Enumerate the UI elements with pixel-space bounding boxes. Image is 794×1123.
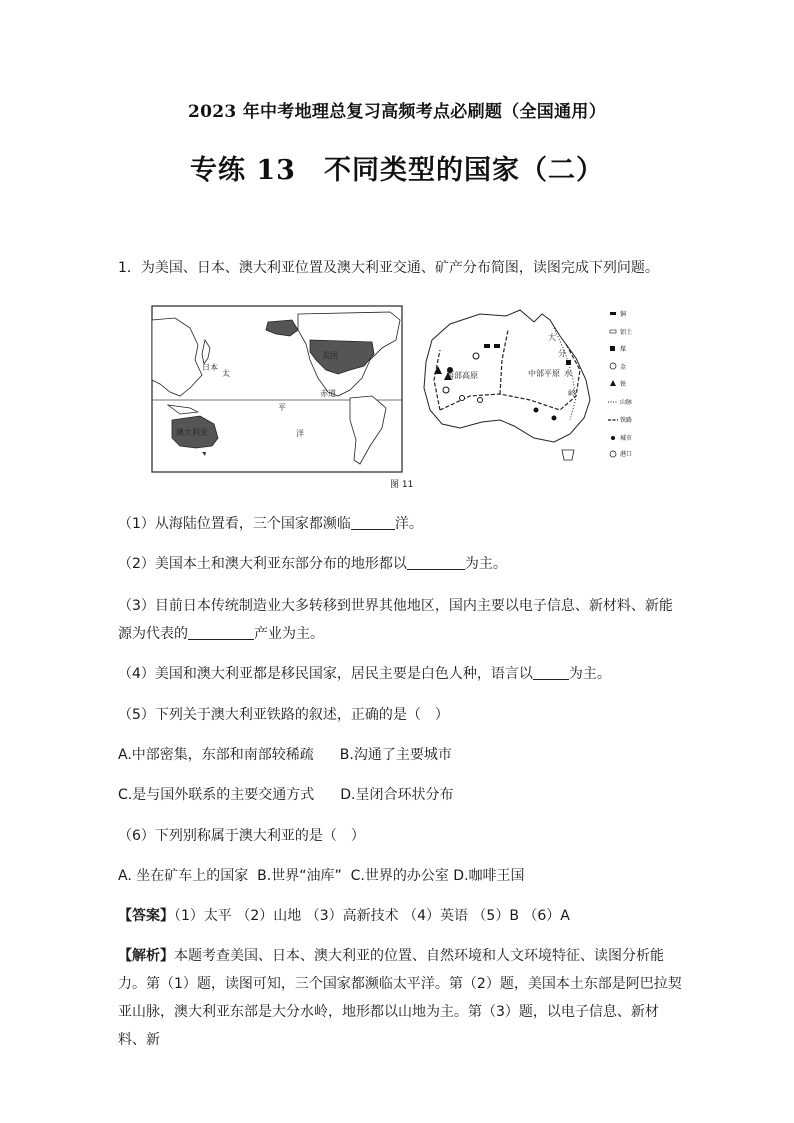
option-a[interactable]: A.中部密集，东部和南部较稀疏 xyxy=(118,747,314,763)
sub-question-1: （1）从海陆位置看，三个国家都濒临 洋。 xyxy=(118,510,683,538)
question-figure xyxy=(150,300,640,495)
analysis-block xyxy=(118,942,683,1054)
document-subtitle: 2023 年中考地理总复习高频考点必刷题（全国通用） xyxy=(187,102,607,122)
sub-question-5-options-ab xyxy=(118,741,683,769)
answer-blank[interactable] xyxy=(407,553,465,570)
world-map-label-ocean-2: 平 xyxy=(278,403,286,412)
world-map-label-ocean-3: 洋 xyxy=(296,429,304,438)
aus-map-label-divide-2: 分 xyxy=(558,349,566,358)
aus-map-label-divide-1: 大 xyxy=(548,333,556,342)
world-map-label-ocean-1: 太 xyxy=(222,369,230,378)
world-map-label-equator: 赤道 xyxy=(320,389,336,398)
option-d[interactable]: D.呈闭合环状分布 xyxy=(340,787,454,803)
legend-port: 港口 xyxy=(620,451,633,458)
sub-question-5-options-cd xyxy=(118,781,683,809)
question-intro: 1．为美国、日本、澳大利亚位置及澳大利亚交通、矿产分布简图，读图完成下列问题。 xyxy=(118,260,659,276)
answer-text: （1）太平 （2）山地 （3）高新技术 （4）英语 （5）B （6）A xyxy=(174,908,570,924)
sub-question-3: （3）目前日本传统制造业大多转移到世界其他地区，国内主要以电子信息、新材料、新能 源为代表的 产业为主。 xyxy=(118,598,673,642)
legend-copper: 铜 xyxy=(620,311,627,318)
world-map xyxy=(152,306,402,472)
aus-map-label-divide-3: 水 xyxy=(564,369,572,378)
map-legend xyxy=(608,310,632,458)
legend-mountain: 山脉 xyxy=(620,399,633,406)
answer-blank[interactable] xyxy=(533,663,569,680)
figure-caption: 图 11 xyxy=(390,480,414,490)
aus-map-label-west-plateau: 西部高原 xyxy=(446,371,478,380)
legend-gold: 金 xyxy=(620,364,627,371)
world-map-label-japan: 日本 xyxy=(202,363,218,372)
option-a[interactable]: A. 坐在矿车上的国家 xyxy=(118,868,249,884)
legend-railway: 铁路 xyxy=(620,417,633,424)
sub-question-2: （2）美国本土和澳大利亚东部分布的地形都以 为主。 xyxy=(118,550,683,578)
document-title: 专练 13 不同类型的国家（二） xyxy=(190,155,604,186)
answer-blank[interactable] xyxy=(188,623,254,640)
world-map-label-usa: 美国 xyxy=(322,351,338,360)
analysis-text: 本题考查美国、日本、澳大利亚的位置、自然环境和人文环境特征、读图分析能力。第（1）题，读图可知，三个国家都濒临太平洋。第（2）题，美国本土东部是阿巴拉契亚山脉，澳大利亚东部是大分水岭，地形都以山地为主。第（3）题，以电子信息、新材料、新 xyxy=(118,948,682,1048)
sub-question-6: （6）下列别称属于澳大利亚的是（ ） xyxy=(118,828,365,844)
legend-iron: 铁 xyxy=(620,381,627,388)
option-c[interactable]: C.世界的办公室 xyxy=(350,868,449,884)
sub-question-4: （4）美国和澳大利亚都是移民国家，居民主要是白色人种，语言以 为主。 xyxy=(118,660,683,688)
legend-coal: 煤 xyxy=(620,346,627,353)
answer-blank[interactable] xyxy=(351,513,395,530)
option-b[interactable]: B.世界“油库” xyxy=(257,868,342,884)
aus-map-label-central-plain: 中部平原 xyxy=(528,369,560,378)
answer-tag: 【答案】 xyxy=(118,908,174,924)
legend-city: 城市 xyxy=(620,435,633,442)
sub-question-6-options xyxy=(118,862,683,890)
option-c[interactable]: C.是与国外联系的主要交通方式 xyxy=(118,787,315,803)
aus-map-label-divide-4: 岭 xyxy=(568,389,576,398)
legend-bauxite: 铝土 xyxy=(620,329,633,336)
option-b[interactable]: B.沟通了主要城市 xyxy=(339,747,452,763)
world-map-label-australia: 澳大利亚 xyxy=(176,428,208,437)
australia-map xyxy=(424,310,590,460)
analysis-tag: 【解析】 xyxy=(118,948,174,964)
sub-question-5: （5）下列关于澳大利亚铁路的叙述，正确的是（ ） xyxy=(118,707,449,723)
answer-line xyxy=(118,902,683,930)
option-d[interactable]: D.咖啡王国 xyxy=(453,868,525,884)
